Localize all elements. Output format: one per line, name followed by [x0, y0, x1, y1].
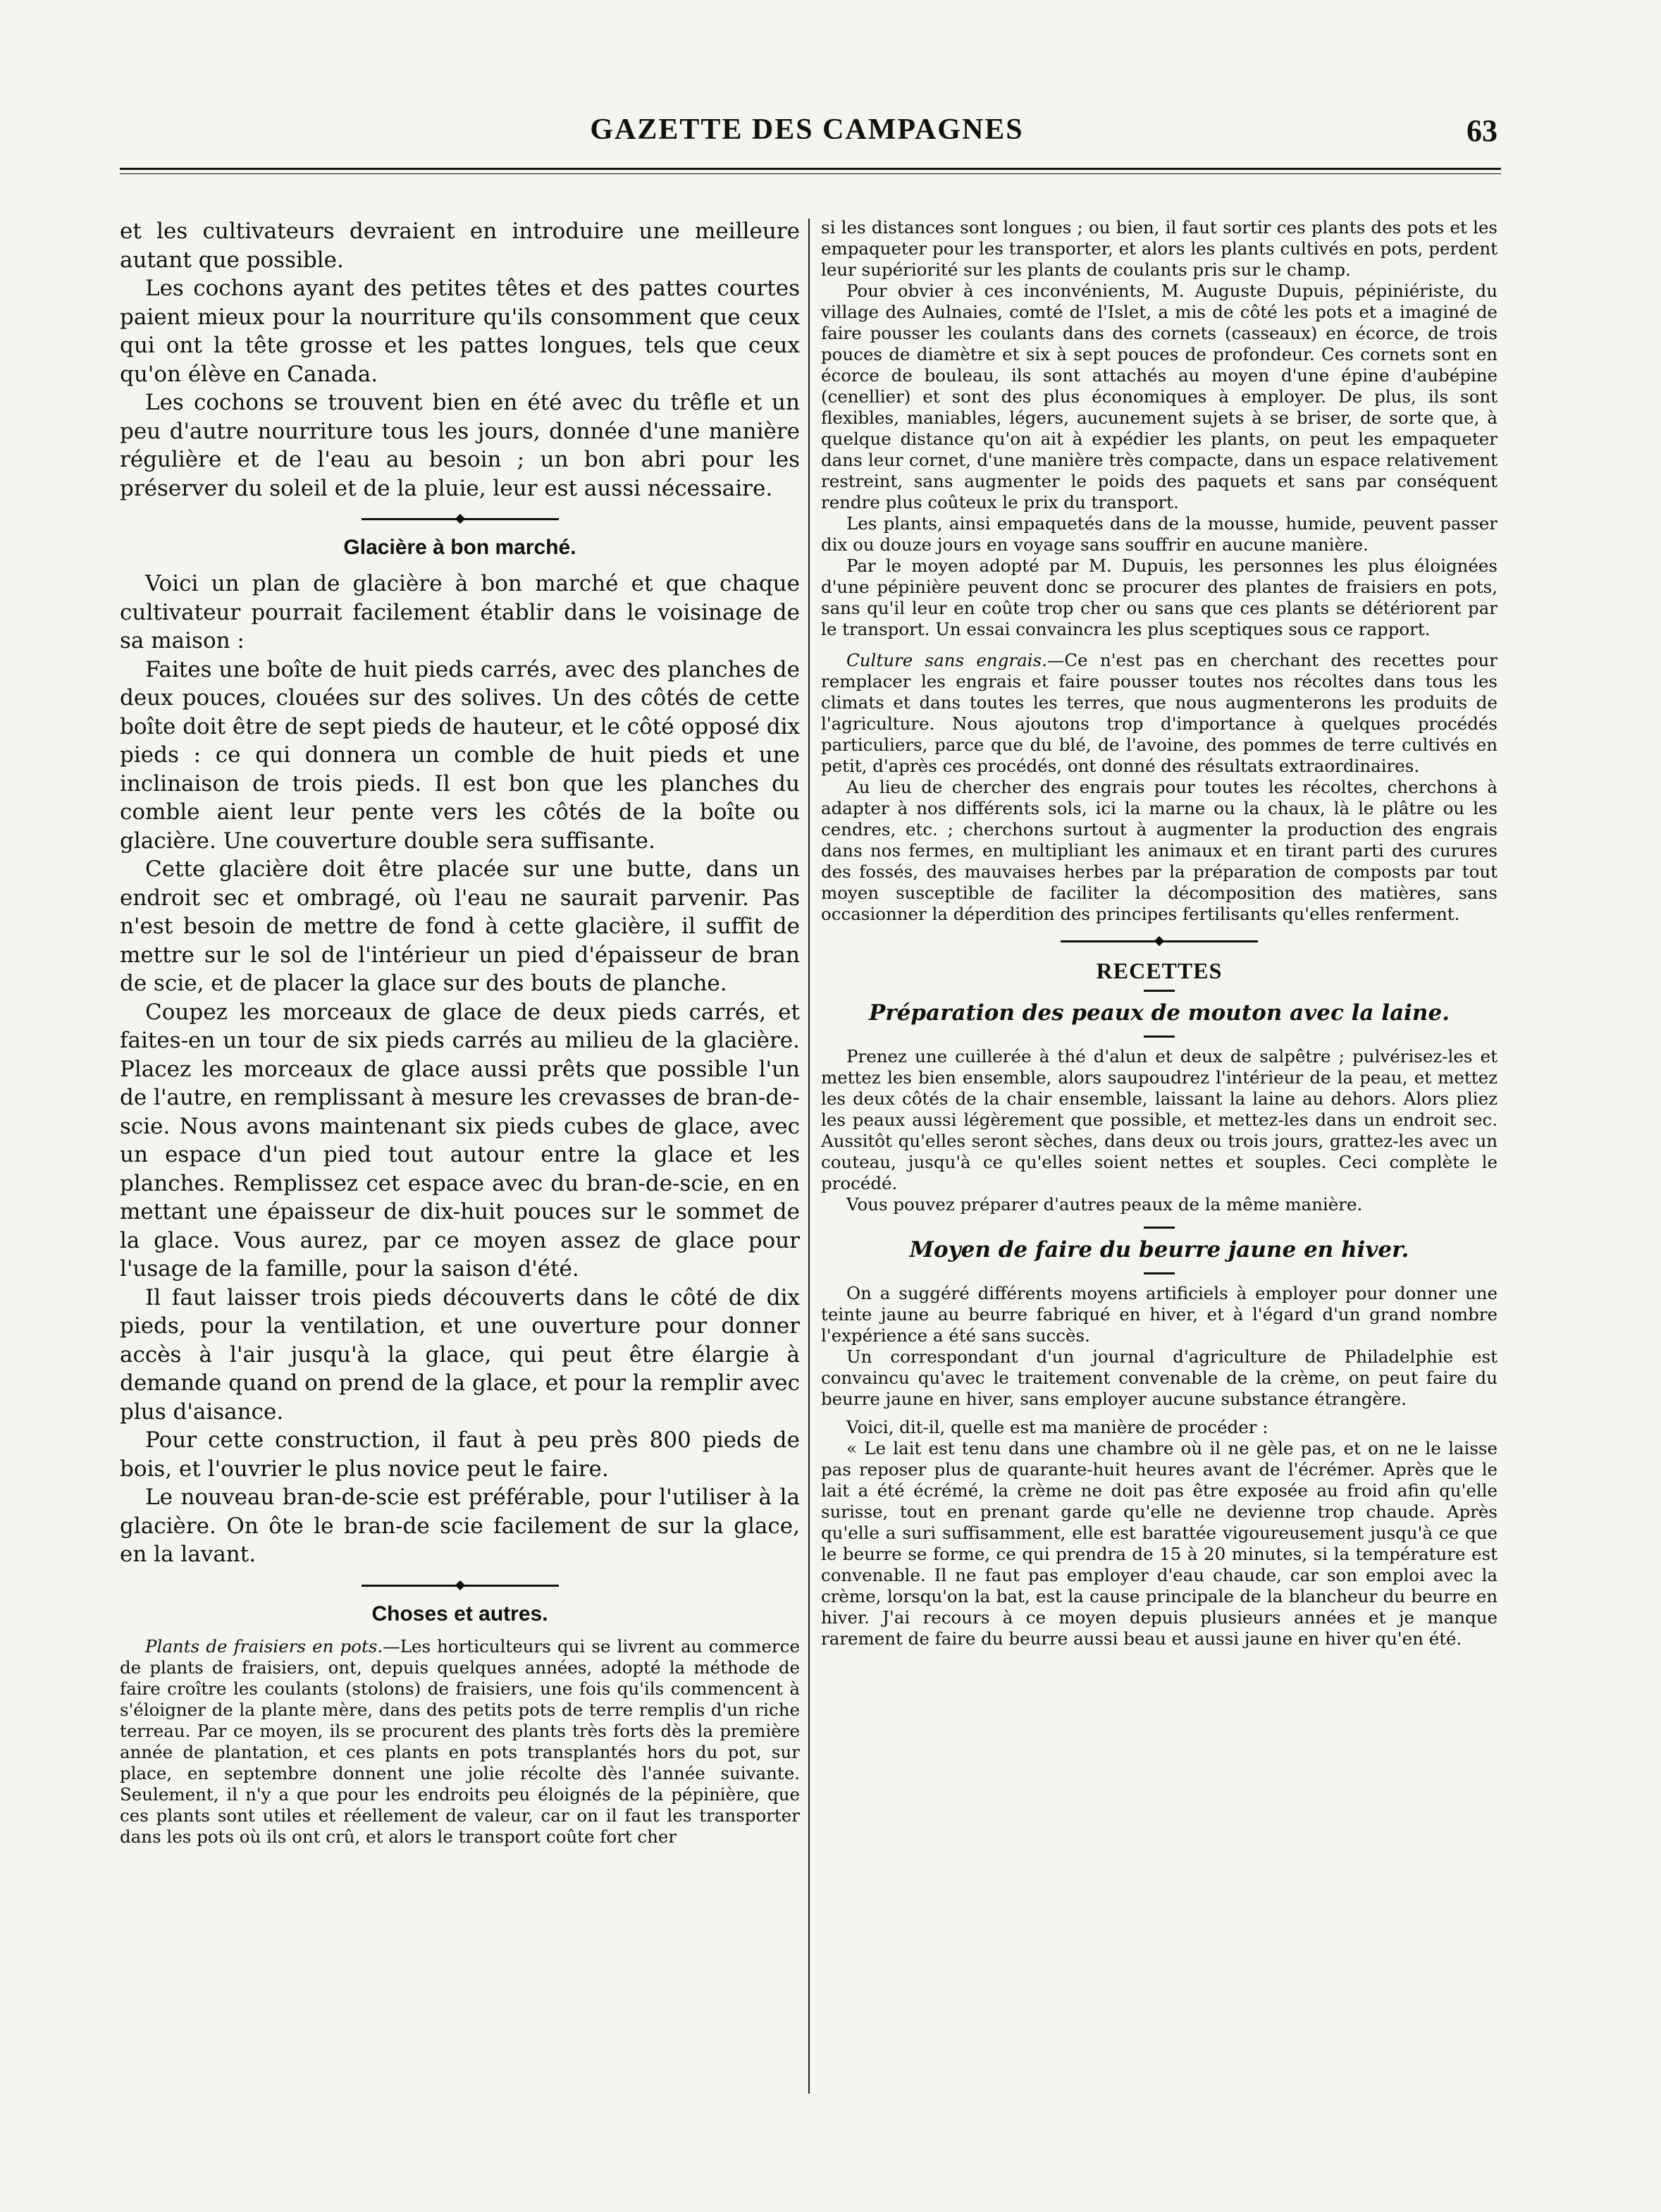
- lead-in: Culture sans engrais.: [846, 650, 1047, 670]
- pigs-article: [120, 217, 800, 503]
- paragraph: Les plants, ainsi empaquetés dans de la mousse, humide, peuvent passer dix ou douze jours en voyage sans souffrir en aucune manière.: [821, 513, 1498, 555]
- paragraph: « Le lait est tenu dans une chambre où il ne gèle pas, et on ne le laisse pas reposer plus de quarante-huit heures avant de l'écrémer. Après que le lait a été écrémé, la crème ne doit pas être exposée au froid afin qu'elle surisse, tout en prenant garde qu'elle ne devienne trop chaude. Après qu'elle a suri suffisamment, elle est barattée vigoureusement jusqu'à ce que le beurre se forme, ce qui prendra de 15 à 20 minutes, si la température est convenable. Il ne faut pas employer d'eau chaude, car son emploi avec la crème, lorsqu'on la bat, est la cause principale de la blancheur du beurre en hiver. J'ai recours à ce moyen depuis plusieurs années et je manque rarement de faire du beurre aussi beau et aussi jaune en hiver qu'en été.: [821, 1438, 1498, 1649]
- beurre-recipe: [821, 1283, 1498, 1649]
- header-rule: [120, 168, 1501, 174]
- paragraph: Le nouveau bran-de-scie est préférable, pour l'utiliser à la glacière. On ôte le bran-de scie facilement de sur la glace, en la lavant.: [120, 1485, 800, 1567]
- paragraph: Cette glacière doit être placée sur une butte, dans un endroit sec et ombragé, où l'eau ne saurait parvenir. Pas n'est besoin de mettre de fond à cette glacière, il suffit de mettre sur le sol de l'intérieur un pied d'épaisseur de bran de scie, et de placer la glace sur des bouts de planche.: [120, 856, 800, 996]
- page-number: 63: [1467, 113, 1498, 148]
- peaux-recipe: [821, 1046, 1498, 1215]
- paragraph-text: —Les horticulteurs qui se livrent au commerce de plants de fraisiers, ont, depuis quelques années, adopté la méthode de faire croître les coulants (stolons) de fraisiers, une fois qu'ils commencent à s'éloigner de la plante mère, dans des petits pots de terre remplis d'un riche terreau. Par ce moyen, ils se procurent des plants très forts dès la première année de plantation, et ces plants en pots transplantés hors du pot, sur place, en septembre donnent une jolie récolte dès l'année suivante. Seulement, il n'y a que pour les endroits peu éloignés de la pépinière, que ces plants sont utiles et réellement de valeur, car on il faut les transporter dans les pots où ils ont crû, et alors le transport coûte fort cher: [120, 1635, 800, 1847]
- paragraph: Coupez les morceaux de glace de deux pieds carrés, et faites-en un tour de six pieds carrés au milieu de la glacière. Placez les morceaux de glace aussi prêts que possible l'un de l'autre, en remplissant à mesure les crevasses de bran-de-scie. Nous avons maintenant six pieds cubes de glace, avec un espace d'un pied tout autour entre la glace et les planches. Remplissez cet espace avec du bran-de-scie, en en mettant une épaisseur de dix-huit pouces sur le sommet de la glace. Vous aurez, par ce moyen assez de glace pour l'usage de la famille, pour la saison d'été.: [120, 999, 800, 1282]
- publication-title: GAZETTE DES CAMPAGNES: [590, 113, 1024, 146]
- short-rule: [1144, 990, 1175, 992]
- section-divider: [1061, 940, 1258, 942]
- paragraph: Vous pouvez préparer d'autres peaux de la même manière.: [846, 1194, 1363, 1215]
- choses-article: [120, 1602, 800, 1848]
- recipe-heading: Moyen de faire du beurre jaune en hiver.: [909, 1237, 1409, 1262]
- section-heading: RECETTES: [1096, 958, 1223, 983]
- paragraph: [821, 650, 1498, 777]
- paragraph-text: —Ce n'est pas en cherchant des recettes pour remplacer les engrais et faire pousser toutes nos récoltes dans tous les climats et dans toutes les terres, que nous augmenterons les produits de l'agriculture. Nous ajoutons trop d'importance à quelques procédés particuliers, parce que du blé, de l'avoine, des pommes de terre cultivés en petit, d'après ces procédés, ont donné des résultats extraordinaires.: [821, 650, 1498, 776]
- paragraph: Un correspondant d'un journal d'agriculture de Philadelphie est convaincu qu'avec le traitement convenable de la crème, on peut faire du beurre jaune en hiver, sans employer aucune substance étrangère.: [821, 1346, 1498, 1409]
- lead-in: Plants de fraisiers en pots.: [145, 1635, 383, 1657]
- paragraph: Prenez une cuillerée à thé d'alun et deux de salpêtre ; pulvérisez-les et mettez les bien ensemble, alors saupoudrez l'intérieur de la peau, et mettez les deux côtés de la chair ensemble, laissant la laine au dehors. Alors pliez les peaux aussi légèrement que possible, et mettez-les dans un endroit sec. Aussitôt qu'elles seront sèches, dans deux ou trois jours, grattez-les avec un couteau, jusqu'à ce qu'elles soient nettes et souples. Ceci complète le procédé.: [821, 1046, 1498, 1193]
- paragraph: Au lieu de chercher des engrais pour toutes les récoltes, cherchons à adapter à nos différents sols, ici la marne ou la chaux, là le plâtre ou les cendres, etc. ; cherchons surtout à augmenter la production des engrais dans nos fermes, en multipliant les animaux et en tirant parti des curures des fossés, des mauvaises herbes par la préparation de composts par tout moyen susceptible de faciliter la décomposition des matières, sans occasionner la déperdition des principes fertilisants qu'elles renferment.: [821, 777, 1498, 924]
- section-divider: [362, 1585, 559, 1587]
- short-rule: [1144, 1227, 1175, 1229]
- section-divider: [362, 518, 559, 520]
- paragraph: Les cochons ayant des petites têtes et des pattes courtes paient mieux pour la nourriture qu'ils consomment que ceux qui ont la tête grosse et les pattes longues, tels que ceux qu'on élève en Canada.: [120, 276, 800, 387]
- paragraph: Faites une boîte de huit pieds carrés, avec des planches de deux pouces, clouées sur des solives. Un des côtés de cette boîte doit être de sept pieds de hauteur, et le côté opposé dix pieds : ce qui donnera un comble de huit pieds et une inclinaison de trois pieds. Il est bon que les planches du comble aient leur pente vers les côtés de la boîte ou glacière. Une couverture double sera suffisante.: [120, 656, 800, 854]
- left-column: [120, 217, 800, 2085]
- right-column: [821, 217, 1498, 2085]
- paragraph: et les cultivateurs devraient en introduire une meilleure autant que possible.: [120, 219, 800, 273]
- paragraph: si les distances sont longues ; ou bien, il faut sortir ces plants des pots et les empaqueter pour les transporter, et alors les plants cultivés en pots, perdent leur supériorité sur les plants de coulants pris sur le champ.: [821, 217, 1498, 280]
- short-rule: [1144, 1272, 1175, 1274]
- article-heading: Choses et autres.: [371, 1602, 548, 1626]
- column-divider: [808, 219, 810, 2094]
- paragraph: Il faut laisser trois pieds découverts dans le côté de dix pieds, pour la ventilation, et une ouverture pour donner accès à l'air jusqu'à la glace, qui peut être élargie à demande quand on prend de la glace, et pour la remplir avec plus d'aisance.: [120, 1284, 800, 1425]
- paragraph: Pour cette construction, il faut à peu près 800 pieds de bois, et l'ouvrier le plus novice peut le faire.: [120, 1427, 800, 1482]
- paragraph: [120, 1636, 800, 1848]
- recipe-heading: Préparation des peaux de mouton avec la laine.: [869, 1000, 1450, 1026]
- culture-article: [821, 650, 1498, 925]
- paragraph: Par le moyen adopté par M. Dupuis, les personnes les plus éloignées d'une pépinière peuvent donc se procurer des plantes de fraisiers en pots, sans qu'il leur en coûte trop cher ou sans que ces plants se détériorent par le transport. Un essai convaincra les plus sceptiques sous ce rapport.: [821, 555, 1498, 639]
- glaciere-article: [120, 536, 800, 1569]
- paragraph: Voici, dit-il, quelle est ma manière de procéder :: [846, 1417, 1268, 1437]
- short-rule: [1144, 1036, 1175, 1038]
- paragraph: Les cochons se trouvent bien en été avec du trêfle et un peu d'autre nourriture tous les jours, donnée d'une manière régulière et de l'eau au besoin ; un bon abri pour les préserver du soleil et de la pluie, leur est aussi nécessaire.: [120, 390, 800, 501]
- fraisiers-continuation: [821, 217, 1498, 640]
- paragraph: On a suggéré différents moyens artificiels à employer pour donner une teinte jaune au beurre fabriqué en hiver, et à l'égard d'un grand nombre l'expérience a été sans succès.: [821, 1283, 1498, 1346]
- running-head: [116, 113, 1498, 162]
- article-heading: Glacière à bon marché.: [343, 536, 576, 559]
- paragraph: Voici un plan de glacière à bon marché et que chaque cultivateur pourrait facilement établir dans le voisinage de sa maison :: [120, 571, 800, 653]
- paragraph: Pour obvier à ces inconvénients, M. Auguste Dupuis, pépiniériste, du village des Aulnaies, comté de l'Islet, a mis de côté les pots et a imaginé de faire pousser les coulants dans des cornets (casseaux) en écorce, de trois pouces de diamètre et six à sept pouces de profondeur. Ces cornets sont en écorce de bouleau, ils sont attachés au moyen d'une épine d'aubépine (cenellier) et sont des plus économiques à employer. De plus, ils sont flexibles, maniables, légers, aucunement sujets à se briser, de sorte que, à quelque distance qu'on ait à expédier les plants, on peut les empaqueter dans leur cornet, d'une manière très compacte, dans un espace relativement restreint, sans augmenter le poids des paquets et sans par conséquent rendre plus coûteux le prix du transport.: [821, 281, 1498, 512]
